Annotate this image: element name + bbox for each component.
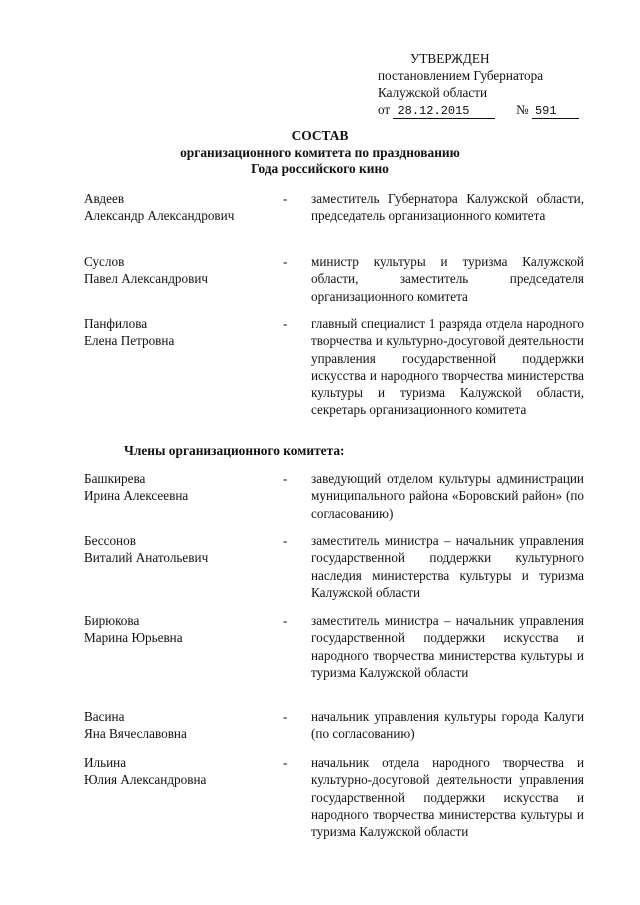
member-surname: Ильина: [84, 755, 127, 770]
member-name: [84, 470, 279, 505]
member-surname: Суслов: [84, 254, 125, 269]
member-given-name: Павел Александрович: [84, 271, 209, 287]
approval-heading: УТВЕРЖДЕН: [410, 51, 490, 66]
member-given-name: Александр Александрович: [84, 208, 235, 224]
member-surname: Бирюкова: [84, 613, 140, 628]
member-given-name: Виталий Анатольевич: [84, 550, 209, 566]
member-role: заместитель министра – начальник управления государственной поддержки искусства и народного творчества министерства культуры и туризма Калужской области: [311, 613, 584, 680]
dash-separator: -: [283, 471, 288, 486]
member-role: заместитель Губернатора Калужской области, председатель организационного комитета: [311, 191, 584, 224]
member-role: начальник отдела народного творчества и культурно-досуговой деятельности управления государственной поддержки искусства и народного творчества министерства культуры и туризма Калужской области: [311, 755, 584, 840]
from-label: от: [378, 102, 391, 117]
dash-separator: -: [283, 316, 288, 331]
member-given-name: Елена Петровна: [84, 333, 175, 349]
member-given-name: Марина Юрьевна: [84, 630, 183, 646]
title-line-3: Года российского кино: [251, 161, 389, 176]
members-section-heading: Члены организационного комитета:: [124, 443, 345, 458]
member-name: [84, 315, 279, 350]
member-name: [84, 532, 279, 567]
title-line-1: СОСТАВ: [291, 128, 349, 143]
member-role: начальник управления культуры города Калуги (по согласованию): [311, 709, 584, 742]
dash-separator: -: [283, 755, 288, 770]
approval-block: [378, 50, 608, 119]
member-role: заместитель министра – начальник управления государственной поддержки культурного наследия министерства культуры и туризма Калужской области: [311, 533, 584, 600]
member-name: [84, 708, 279, 743]
member-name: [84, 754, 279, 789]
member-given-name: Яна Вячеславовна: [84, 726, 187, 742]
decree-date: 28.12.2015: [393, 105, 495, 119]
member-name: [84, 612, 279, 647]
member-role: министр культуры и туризма Калужской области, заместитель председателя организационного комитета: [311, 254, 584, 304]
number-label: №: [516, 102, 529, 117]
document-title: [0, 128, 640, 178]
dash-separator: -: [283, 613, 288, 628]
member-role: заведующий отделом культуры администрации муниципального района «Боровский район» (по согласованию): [311, 471, 584, 521]
member-surname: Бессонов: [84, 533, 136, 548]
member-given-name: Ирина Алексеевна: [84, 488, 189, 504]
member-name: [84, 190, 279, 225]
member-surname: Башкирева: [84, 471, 146, 486]
title-line-2: организационного комитета по празднованию: [180, 144, 460, 160]
approval-date-line: [378, 101, 608, 119]
approval-line-2: Калужской области: [378, 85, 488, 100]
approval-line-1: постановлением Губернатора: [378, 68, 544, 83]
member-surname: Авдеев: [84, 191, 125, 206]
member-given-name: Юлия Александровна: [84, 772, 207, 788]
member-role: главный специалист 1 разряда отдела народного творчества и культурно-досуговой деятельности управления государственной поддержки искусства и народного творчества министерства культуры и туризма Калужской области, секретарь организационного комитета: [311, 316, 584, 418]
dash-separator: -: [283, 191, 288, 206]
dash-separator: -: [283, 533, 288, 548]
dash-separator: -: [283, 254, 288, 269]
member-name: [84, 253, 279, 288]
dash-separator: -: [283, 709, 288, 724]
member-surname: Васина: [84, 709, 125, 724]
member-surname: Панфилова: [84, 316, 148, 331]
decree-number: 591: [532, 105, 579, 119]
